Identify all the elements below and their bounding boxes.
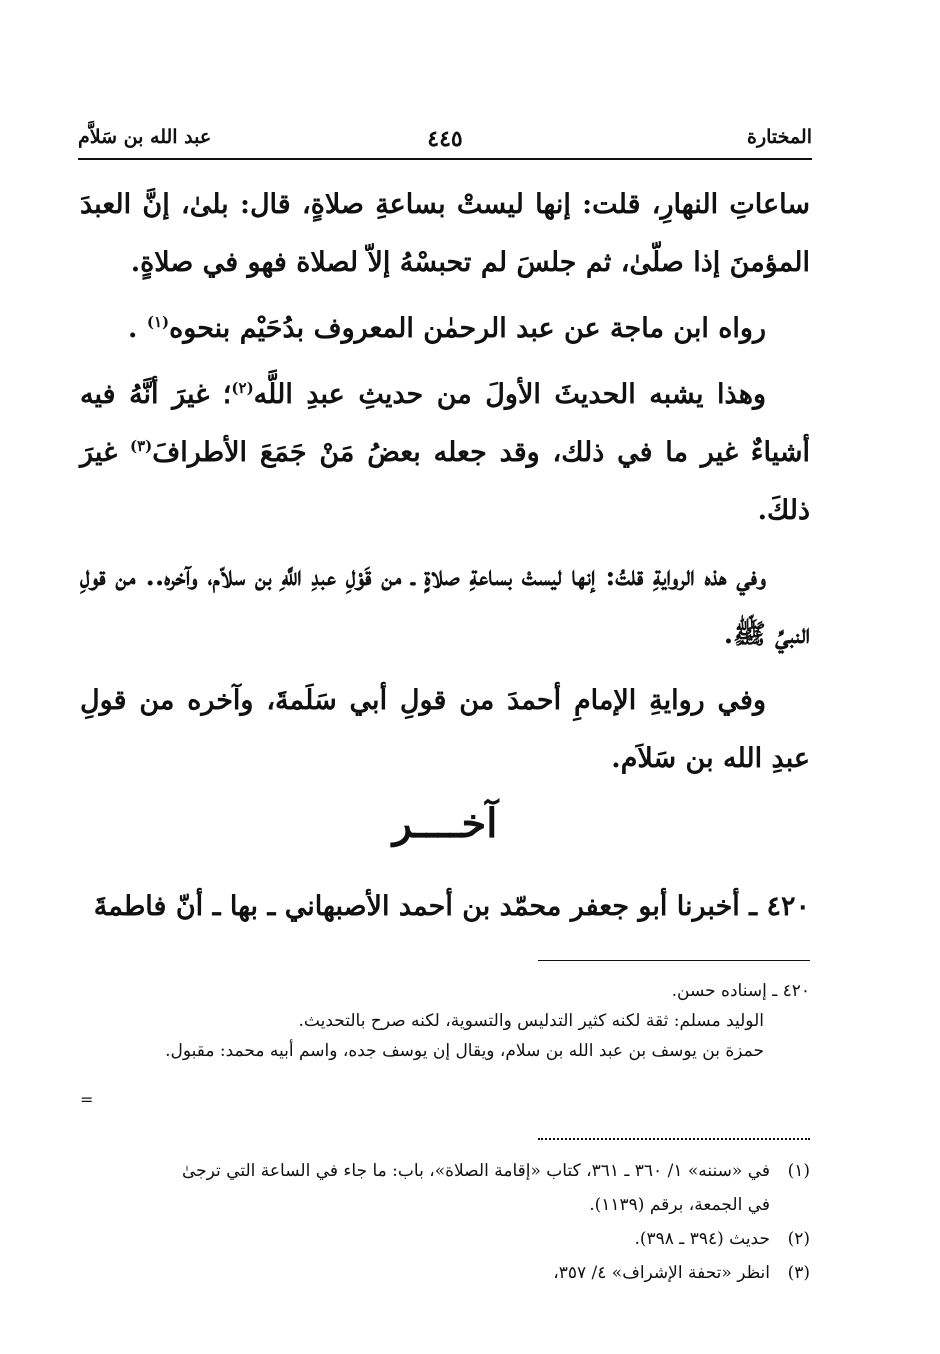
- footnote-1-number: (١): [787, 1161, 810, 1181]
- paragraph-3-c: غيرَ ذلكَ.: [80, 437, 810, 526]
- page-header: [78, 118, 812, 158]
- hadith-notes: [80, 976, 810, 1066]
- note-3: حمزة بن يوسف بن عبد الله بن سلام، ويقال إن يوسف جده، واسم أبيه محمد: مقبول.: [165, 1041, 764, 1061]
- paragraph-3-b: ؛ غيرَ أنَّهُ فيه أشياءٌ غير ما في ذلك، وقد جعله بعضُ مَنْ جَمَعَ الأطرافَ: [80, 379, 810, 468]
- footnotes: [80, 1154, 810, 1290]
- paragraph-1: ساعاتِ النهارِ، قلت: إنها ليستْ بساعةِ صلاةٍ، قال: بلىٰ، إنَّ العبدَ المؤمنَ إذا صلّىٰ، ثم جلسَ لم تحبسْهُ إلاّ لصلاة فهو في صلاةٍ.: [80, 189, 810, 278]
- header-divider: [78, 158, 812, 160]
- paragraph-2-text: رواه ابن ماجة عن عبد الرحمٰن المعروف بدُحَيْم بنحوه: [169, 313, 766, 344]
- hadith-text: ـ أخبرنا أبو جعفر محمّد بن أحمد الأصبهاني ـ بها ـ أنّ فاطمةَ: [93, 891, 767, 922]
- paragraph-3-a: وهذا يشبه الحديثَ الأولَ من حديثِ عبدِ اللَّه: [253, 379, 766, 410]
- paragraph-5: وفي روايةِ الإمامِ أحمدَ من قولِ أبي سَلَمةَ، وآخره من قولِ عبدِ الله بن سَلاَم.: [80, 685, 810, 774]
- footnote-2-number: (٢): [787, 1229, 810, 1249]
- footnote-ref-1: (١): [146, 313, 170, 331]
- main-text: [80, 176, 810, 796]
- note-2: الوليد مسلم: ثقة لكنه كثير التدليس والتسوية، لكنه صرح بالتحديث.: [298, 1011, 764, 1031]
- footnote-3-text: انظر «تحفة الإشراف» ٤/ ٣٥٧،: [553, 1263, 770, 1283]
- footnote-2-text: حديث (٣٩٤ ـ ٣٩٨).: [634, 1229, 770, 1249]
- header-book-title: المختارة: [747, 126, 812, 148]
- footnote-1-continuation: في الجمعة، برقم (١١٣٩).: [589, 1195, 770, 1215]
- paragraph-2-end: .: [128, 313, 138, 344]
- footnotes-divider: [538, 1138, 810, 1140]
- footnote-2: [80, 1222, 810, 1256]
- footnote-1: [80, 1154, 810, 1188]
- header-chapter-title: عبد الله بن سَلاَّم: [78, 126, 212, 148]
- footnote-ref-3: (٣): [130, 437, 153, 455]
- note-1: ٤٢٠ ـ إسناده حسن.: [671, 981, 810, 1001]
- footnote-3-number: (٣): [787, 1263, 810, 1283]
- notes-divider: [538, 960, 810, 961]
- footnote-1-text: في «سننه» ١/ ٣٦٠ ـ ٣٦١، كتاب «إقامة الصلاة»، باب: ما جاء في الساعة التي ترجىٰ: [182, 1161, 770, 1181]
- paragraph-2: [80, 300, 810, 358]
- footnote-ref-2: (٢): [231, 379, 254, 397]
- section-heading: آخــــر: [392, 800, 498, 847]
- continuation-mark: =: [80, 1090, 94, 1109]
- footnote-3: [80, 1256, 810, 1290]
- paragraph-4: وفي هذه الروايةِ قلتُ: إنها ليستْ بساعةِ صلاةٍ ـ من قَوْلِ عبدِ اللَّهِ بن سلاّم، وآخره.. من قولِ النبيِّ ﷺ.: [80, 561, 810, 650]
- hadith-number: ٤٢٠: [766, 891, 810, 922]
- paragraph-3: [80, 366, 810, 540]
- page-number: ٤٤٥: [427, 126, 463, 152]
- hadith-line: [80, 878, 810, 936]
